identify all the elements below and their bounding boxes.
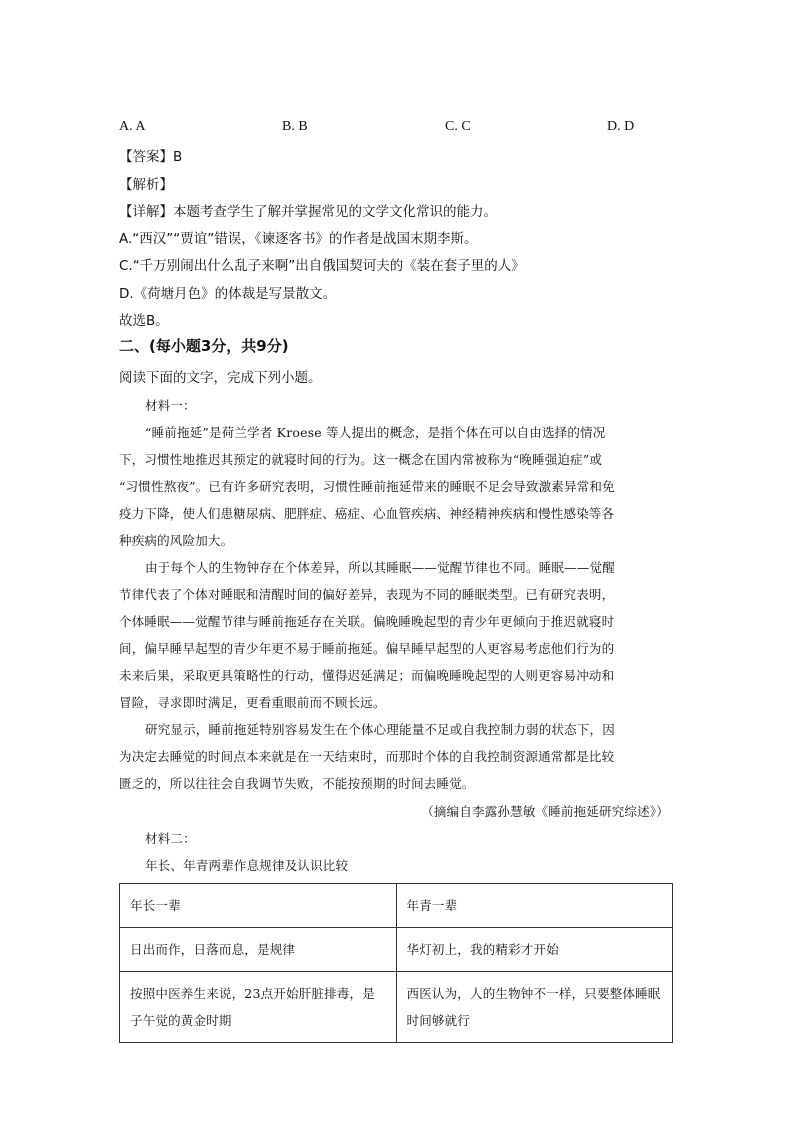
paragraph-line: 种疾病的风险加大。	[119, 533, 234, 548]
table-cell: 西医认为，人的生物钟不一样，只要整体睡眠时间够就行	[396, 972, 673, 1043]
conclusion: 故选B。	[119, 313, 169, 329]
instruction: 阅读下面的文字，完成下列小题。	[119, 370, 322, 386]
table-header-row	[120, 884, 673, 928]
material1-label: 材料一：	[145, 398, 196, 413]
explanation-d: D.《荷塘月色》的体裁是写景散文。	[119, 286, 337, 302]
table-header-cell: 年青一辈	[396, 884, 673, 928]
option-b: B. B	[282, 119, 308, 134]
paragraph-line: 为决定去睡觉的时间点本来就是在一天结束时，而那时个体的自我控制资源通常都是比较	[119, 749, 615, 764]
option-a: A. A	[119, 119, 146, 134]
option-c: C. C	[445, 119, 471, 134]
paragraph-line: 间，偏早睡早起型的青少年更不易于睡前拖延。偏早睡早起型的人更容易考虑他们行为的	[119, 641, 615, 656]
table-cell: 日出而作，日落而息，是规律	[120, 928, 397, 972]
table-cell: 按照中医养生来说，23点开始肝脏排毒，是子午觉的黄金时期	[120, 972, 397, 1043]
answer: 【答案】B	[119, 149, 183, 165]
paragraph-line: 未来后果，采取更具策略性的行动，懂得迟延满足；而偏晚睡晚起型的人则更容易冲动和	[119, 668, 615, 683]
table-cell: 华灯初上，我的精彩才开始	[396, 928, 673, 972]
material2-label: 材料二：	[145, 831, 196, 846]
paragraph-line: 研究显示，睡前拖延特别容易发生在个体心理能量不足或自我控制力弱的状态下，因	[145, 722, 615, 737]
paragraph-line: 个体睡眠——觉醒节律与睡前拖延存在关联。偏晚睡晚起型的青少年更倾向于推迟就寝时	[119, 614, 615, 629]
section-title: 二、(每小题3分，共9分)	[119, 337, 289, 355]
detail: 【详解】本题考查学生了解并掌握常见的文学文化常识的能力。	[119, 204, 497, 220]
paragraph-line: 由于每个人的生物钟存在个体差异，所以其睡眠——觉醒节律也不同。睡眠——觉醒	[145, 560, 615, 575]
explanation-a: A.“西汉”“贾谊”错误，《谏逐客书》的作者是战国末期李斯。	[119, 231, 478, 247]
table-row	[120, 928, 673, 972]
explanation-c: C.“千万别闹出什么乱子来啊”出自俄国契诃夫的《装在套子里的人》	[119, 258, 525, 274]
paragraph-line: 匮乏的，所以往往会自我调节失败，不能按预期的时间去睡觉。	[119, 776, 475, 791]
table-header-cell: 年长一辈	[120, 884, 397, 928]
paragraph-line: 疫力下降，使人们患糖尿病、肥胖症、癌症、心血管疾病、神经精神疾病和慢性感染等各	[119, 506, 615, 521]
paragraph-line: “习惯性熬夜”。已有许多研究表明，习惯性睡前拖延带来的睡眠不足会导致激素异常和免	[119, 479, 615, 494]
paragraph-line: 下，习惯性地推迟其预定的就寝时间的行为。这一概念在国内常被称为“晚睡强迫症”或	[119, 452, 603, 467]
paragraph-line: 节律代表了个体对睡眠和清醒时间的偏好差异，表现为不同的睡眠类型。已有研究表明，	[119, 587, 615, 602]
source-citation: （摘编自李露孙慧敏《睡前拖延研究综述》）	[421, 804, 669, 819]
analysis-label: 【解析】	[119, 177, 173, 193]
paragraph-line: “睡前拖延”是荷兰学者 Kroese 等人提出的概念，是指个体在可以自由选择的情况	[145, 425, 606, 440]
table-caption: 年长、年青两辈作息规律及认识比较	[145, 858, 349, 873]
option-d: D. D	[607, 119, 635, 134]
comparison-table	[119, 883, 673, 1043]
table-row	[120, 972, 673, 1043]
paragraph-line: 冒险，寻求即时满足，更看重眼前而不顾长远。	[119, 695, 386, 710]
